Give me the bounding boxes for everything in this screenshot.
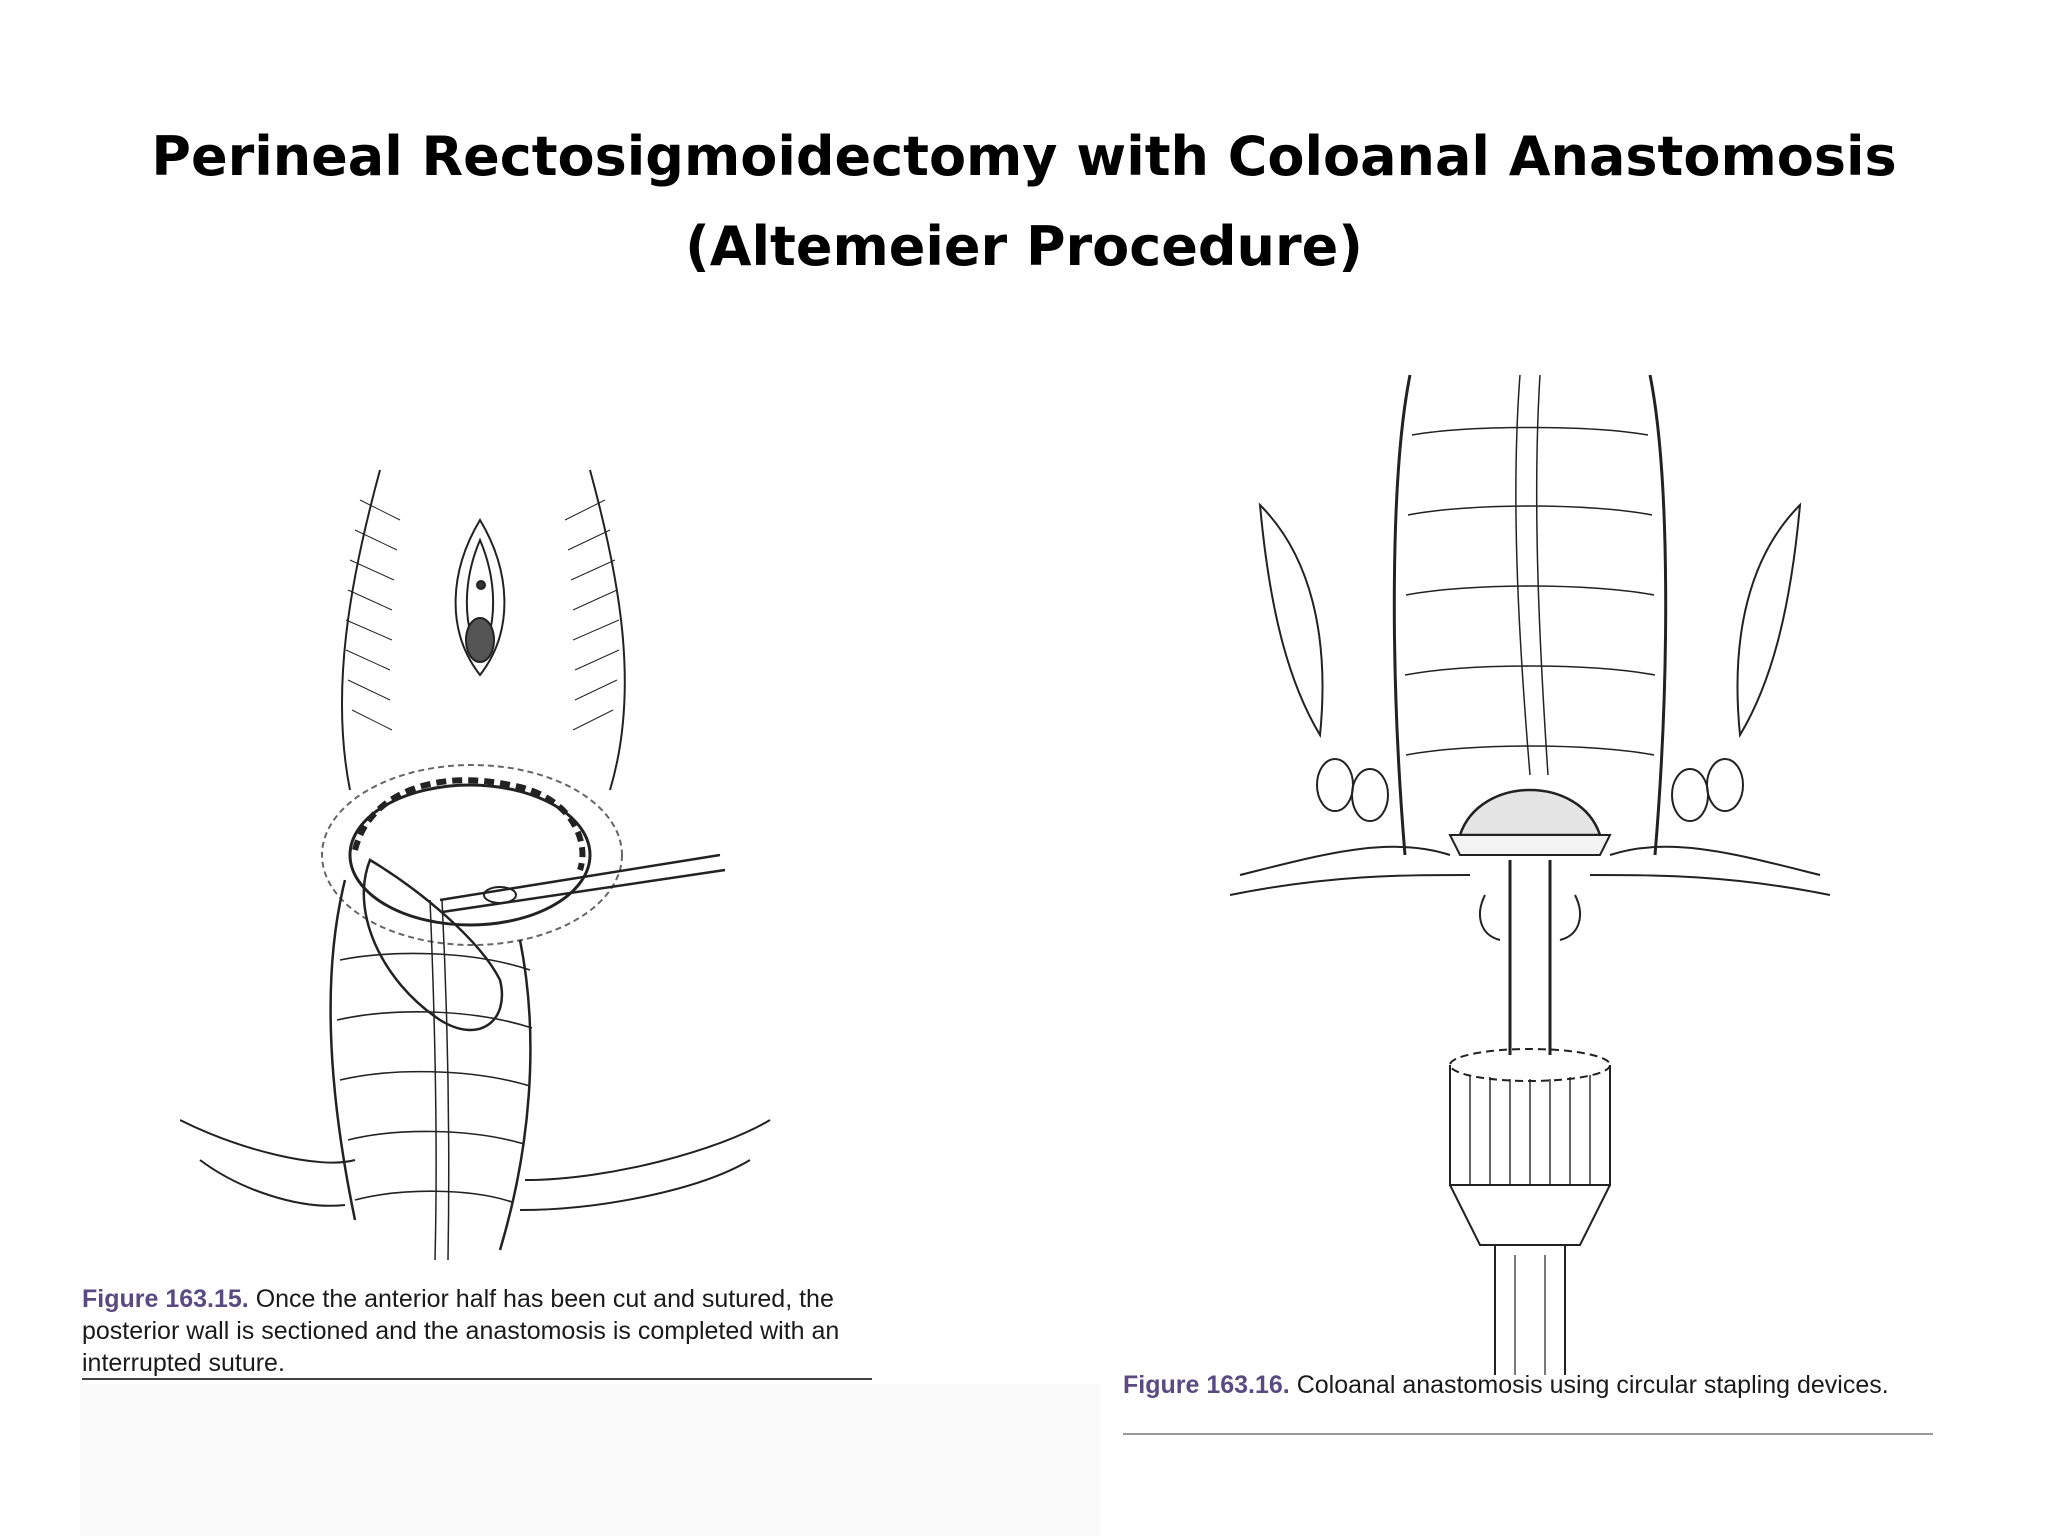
figure-163-16-label: Figure 163.16. [1123, 1371, 1290, 1399]
figure-163-16-illustration [1230, 355, 1830, 1375]
figure-163-15-text: Once the anterior half has been cut and sutured, the posterior wall is sectioned and the anastomosis is completed with an interrupted suture. [82, 1285, 840, 1377]
slide-title [0, 112, 2048, 292]
caption-divider [1123, 1433, 1933, 1435]
title-line-1: Perineal Rectosigmoidectomy with Coloanal Anastomosis [151, 125, 1897, 188]
figure-163-16-caption [1123, 1369, 1933, 1401]
title-line-2: (Altemeier Procedure) [685, 215, 1363, 278]
caption-divider [82, 1378, 872, 1380]
figure-163-15-label: Figure 163.15. [82, 1285, 249, 1313]
scan-background [80, 1384, 1100, 1536]
figure-163-16-text: Coloanal anastomosis using circular stapling devices. [1289, 1371, 1889, 1399]
figure-163-15-caption [82, 1283, 872, 1379]
figure-163-15-illustration [180, 460, 780, 1280]
